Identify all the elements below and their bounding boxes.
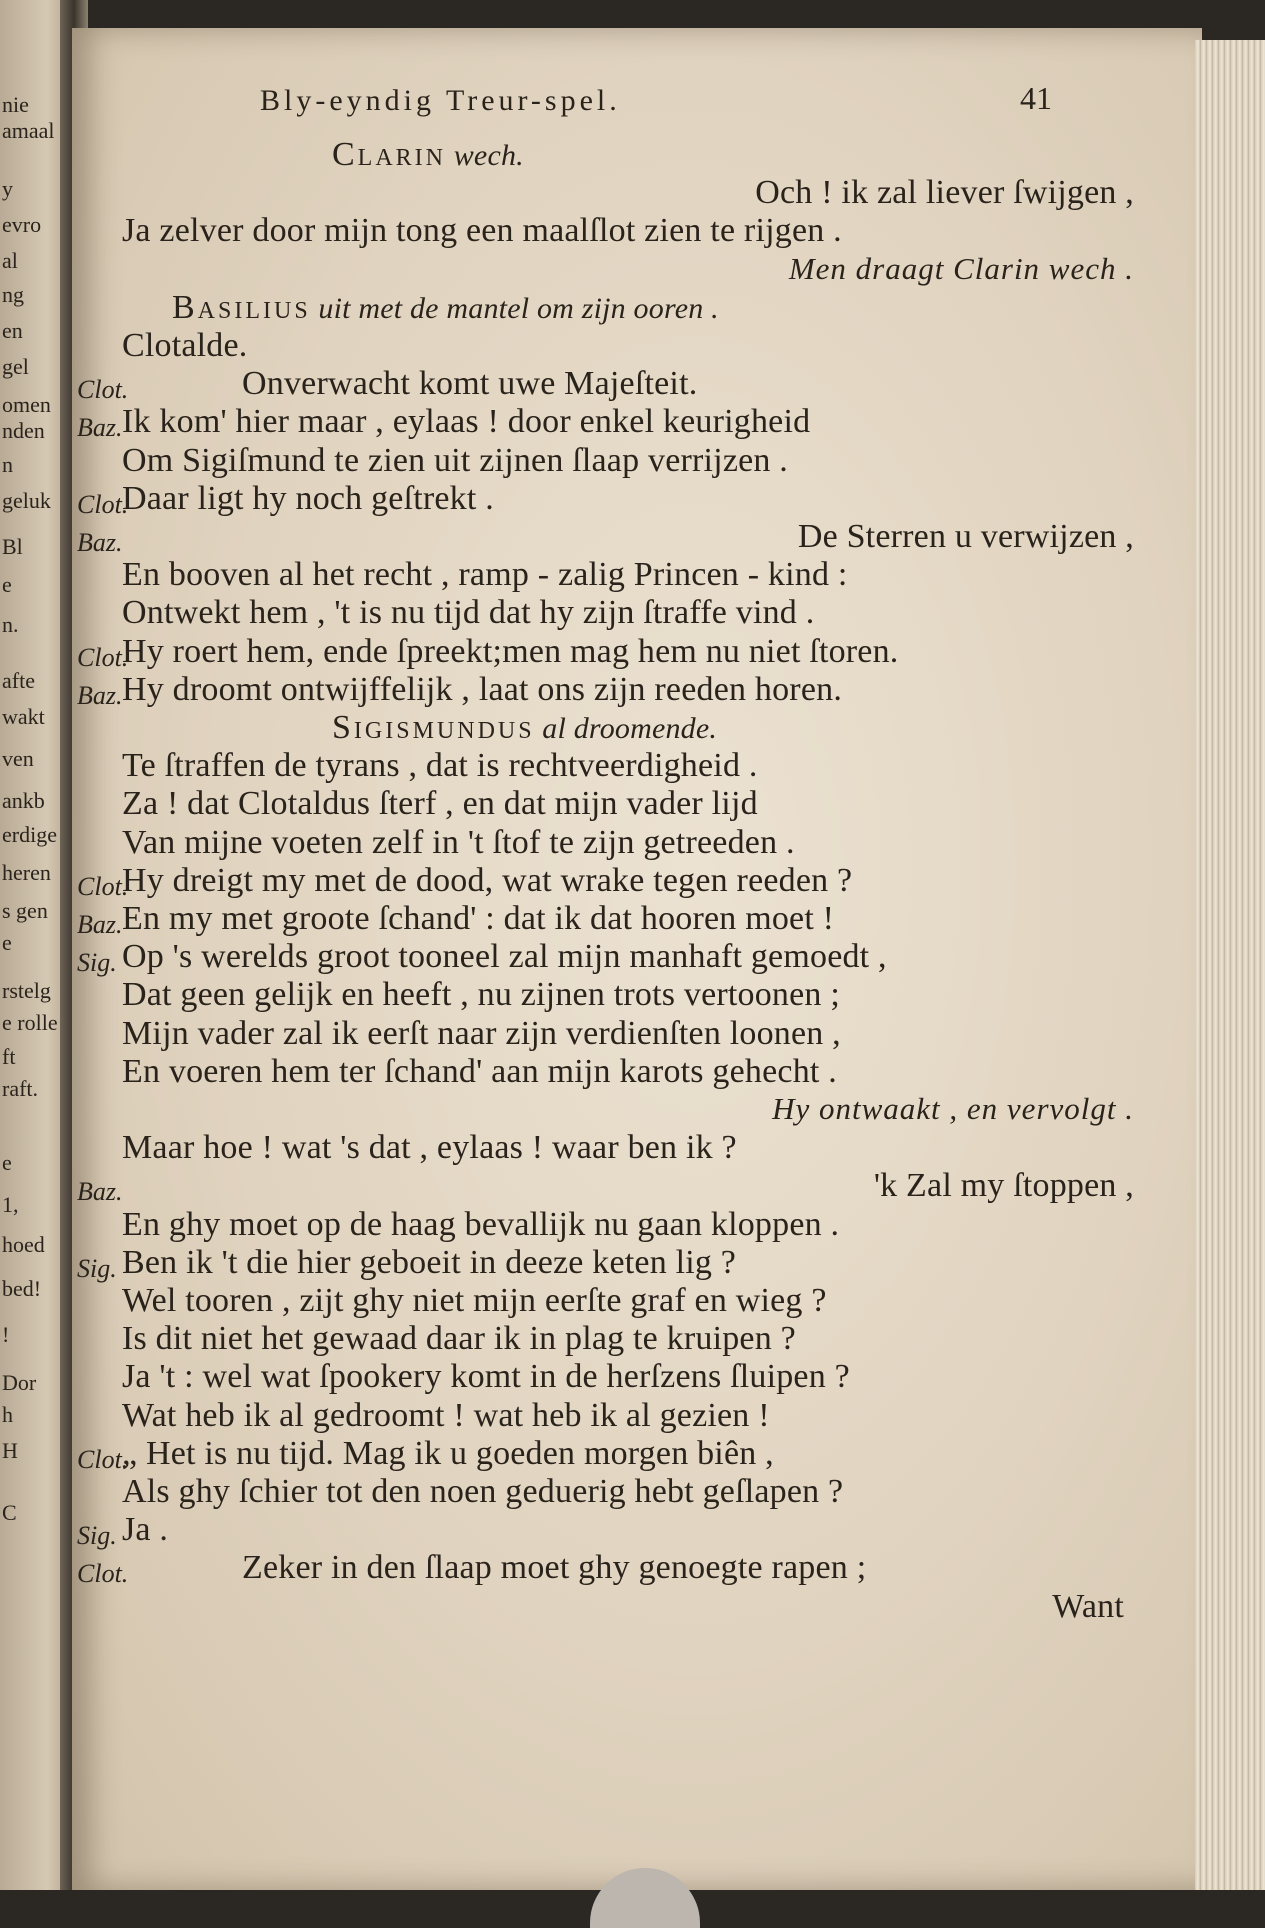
left-page-text-fragment: ng: [2, 282, 24, 307]
left-page-text-fragment: geluk: [2, 488, 51, 513]
verse-line: Ik kom' hier maar , eylaas ! door enkel keurigheid: [122, 403, 811, 441]
left-page-text-fragment: al: [2, 248, 18, 273]
verse-line: Onverwacht komt uwe Majeſteit.: [242, 365, 698, 403]
stage-direction: Hy ontwaakt , en vervolgt .: [772, 1091, 1134, 1126]
verse-line: Als ghy ſchier tot den noen geduerig hebt geſlapen ?: [122, 1473, 844, 1510]
verse-line: Ja 't : wel wat ſpookery komt in de herſzens ſluipen ?: [122, 1358, 850, 1396]
verse-line: Mijn vader zal ik eerſt naar zijn verdienſten loonen ,: [122, 1014, 841, 1052]
left-page-text-fragment: en: [2, 318, 23, 343]
left-page-text-fragment: ft: [2, 1044, 16, 1069]
verse-line: Ontwekt hem , 't is nu tijd dat hy zijn ſtraffe vind .: [122, 594, 815, 632]
left-page-text-fragment: H: [2, 1438, 18, 1463]
speaker-label: Clot.: [77, 642, 129, 672]
left-page-text-fragment: e: [2, 572, 12, 597]
stage-direction: al droomende.: [534, 712, 718, 745]
page-text: [72, 28, 1202, 1890]
left-page-text-fragment: y: [2, 176, 13, 201]
verse-line: Ja .: [122, 1511, 169, 1549]
left-page-text-fragment: heren: [2, 860, 51, 885]
left-page-text-fragment: nie: [2, 92, 29, 117]
stage-heading: [332, 709, 717, 747]
left-page-text-fragment: Bl: [2, 534, 23, 559]
page-number: 41: [1020, 80, 1052, 116]
verse-line: Clotalde.: [122, 327, 248, 364]
stage-heading: [332, 136, 524, 174]
character-name: Basilius: [172, 288, 311, 326]
running-header: Bly-eyndig Treur-spel.: [260, 84, 621, 117]
left-page-text-fragment: n: [2, 452, 13, 477]
verse-line: Om Sigiſmund te zien uit zijnen ſlaap verrijzen .: [122, 441, 789, 479]
character-name: Clarin: [332, 136, 447, 173]
verse-line: Och ! ik zal liever ſwijgen ,: [755, 174, 1134, 212]
speaker-label: Clot.: [77, 871, 129, 901]
left-page-text-fragment: 1,: [2, 1192, 19, 1217]
stage-direction: wech.: [446, 139, 524, 172]
left-page-text-fragment: !: [2, 1322, 10, 1347]
verse-line: Hy roert hem, ende ſpreekt;men mag hem nu niet ſtoren.: [122, 632, 899, 670]
verse-line: Op 's werelds groot tooneel zal mijn manhaft gemoedt ,: [122, 938, 887, 976]
verse-line: Za ! dat Clotaldus ſterf , en dat mijn vader lijd: [122, 785, 758, 823]
verse-line: Ja zelver door mijn tong een maalſlot zien te rijgen .: [122, 212, 842, 250]
speaker-label: Clot.: [77, 489, 129, 519]
left-page-text-fragment: C: [2, 1500, 17, 1525]
verse-line: En voeren hem ter ſchand' aan mijn karots gehecht .: [122, 1052, 837, 1090]
verse-line: Wel tooren , zijt ghy niet mijn eerſte graf en wieg ?: [122, 1282, 827, 1319]
verse-line: Te ſtraffen de tyrans , dat is rechtveerdigheid .: [122, 747, 758, 785]
stage-direction: Men draagt Clarin wech .: [788, 250, 1134, 286]
verse-line: Daar ligt hy noch geſtrekt .: [122, 479, 494, 517]
speaker-label: Clot.: [77, 375, 129, 405]
verse-line: Wat heb ik al gedroomt ! wat heb ik al gezien !: [122, 1396, 770, 1434]
left-page-text-fragment: e rolle: [2, 1010, 58, 1035]
catchword: Want: [1052, 1587, 1124, 1625]
left-page-text-fragment: wakt: [2, 704, 45, 729]
verse-line: Ben ik 't die hier geboeit in deeze keten lig ?: [122, 1243, 737, 1281]
left-page-text-fragment: e: [2, 1150, 12, 1175]
speaker-label: Clot.: [77, 1559, 129, 1589]
left-page-text-fragment: ven: [2, 746, 34, 771]
page-edges: [1195, 40, 1265, 1890]
verse-line: „ Het is nu tijd. Mag ik u goeden morgen biên ,: [122, 1434, 774, 1472]
verse-line: Van mijne voeten zelf in 't ſtof te zijn getreeden .: [122, 823, 795, 861]
left-page-text-fragment: Dor: [2, 1370, 37, 1395]
verse-line: Is dit niet het gewaad daar ik in plag te kruipen ?: [122, 1320, 796, 1358]
speaker-label: Sig.: [77, 948, 117, 978]
verse-line: Hy dreigt my met de dood, wat wrake tegen reeden ?: [122, 861, 853, 899]
stage-direction: uit met de mantel om zijn ooren .: [310, 291, 719, 325]
book-page: [72, 28, 1202, 1890]
verse-line: Zeker in den ſlaap moet ghy genoegte rapen ;: [242, 1549, 867, 1587]
left-page-text-fragment: s gen: [2, 898, 48, 923]
speaker-label: Baz.: [77, 1177, 123, 1207]
speaker-label: Baz.: [77, 680, 123, 710]
speaker-label: Baz.: [77, 413, 123, 443]
verse-line: En ghy moet op de haag bevallijk nu gaan kloppen .: [122, 1205, 840, 1243]
left-page-text-fragment: ankb: [2, 788, 45, 813]
left-page-text-fragment: raft.: [2, 1076, 39, 1101]
left-page-text-fragment: evro: [2, 212, 42, 237]
verse-line: 'k Zal my ſtoppen ,: [873, 1167, 1134, 1205]
left-page-text-fragment: amaal: [2, 118, 55, 143]
verse-line: Hy droomt ontwijffelijk , laat ons zijn reeden horen.: [122, 670, 843, 708]
speaker-label: Baz.: [77, 528, 123, 557]
left-page-text-fragment: hoed: [2, 1232, 45, 1257]
left-page-text-fragment: h: [2, 1402, 13, 1427]
verse-line: De Sterren u verwijzen ,: [797, 518, 1134, 555]
left-page-text-fragment: gel: [2, 354, 29, 379]
left-page-text-fragment: e: [2, 930, 12, 955]
left-page-text-fragment: omen: [2, 392, 51, 417]
speaker-label: Sig.: [77, 1253, 117, 1283]
left-page-text-fragment: afte: [2, 668, 35, 693]
left-page-text-fragment: bed!: [2, 1276, 42, 1301]
left-page-text-fragment: n.: [2, 612, 19, 637]
verse-line: En my met groote ſchand' : dat ik dat hooren moet !: [122, 900, 835, 937]
speaker-label: Baz.: [77, 910, 123, 939]
character-name: Sigismundus: [332, 709, 535, 746]
verse-line: En booven al het recht , ramp - zalig Princen - kind :: [122, 556, 848, 594]
verse-line: Dat geen gelijk en heeft , nu zijnen trots vertoonen ;: [122, 976, 840, 1014]
stage-heading: [172, 289, 719, 327]
speaker-label: Clot.: [77, 1444, 129, 1474]
left-page-text-fragment: rstelg: [2, 978, 51, 1003]
speaker-label: Sig.: [77, 1521, 117, 1551]
left-page-text-fragment: erdige: [2, 822, 57, 847]
left-page-text-fragment: nden: [2, 418, 45, 443]
verse-line: Maar hoe ! wat 's dat , eylaas ! waar ben ik ?: [122, 1129, 737, 1167]
